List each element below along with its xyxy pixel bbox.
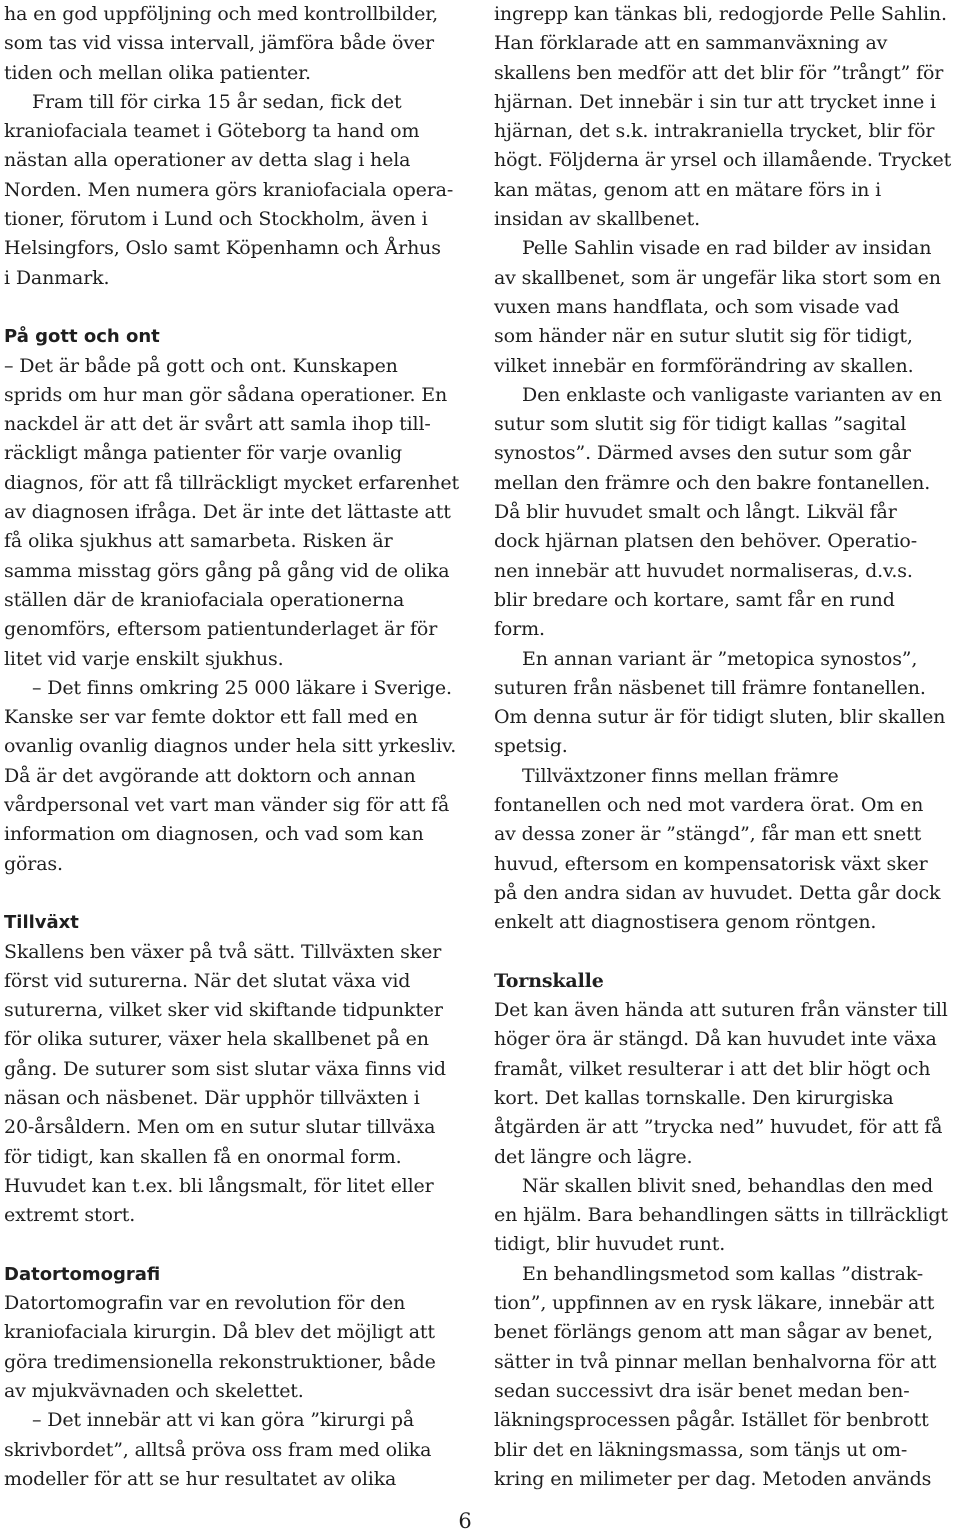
text-line: vilket innebär en formförändring av skallen. — [494, 354, 914, 377]
text-line: En annan variant är ”metopica synostos”, — [522, 647, 918, 670]
text-line: för olika suturer, växer hela skallbenet på en — [4, 1028, 429, 1051]
text-line: hjärnan, det s.k. intrakraniella trycket, blir för — [494, 120, 935, 143]
page-number: 6 — [458, 1509, 472, 1533]
text-line: nästan alla operationer av detta slag i hela — [4, 149, 411, 172]
text-line: Datortomografin var en revolution för den — [4, 1292, 406, 1315]
text-line: – Det innebär att vi kan göra ”kirurgi på — [32, 1409, 415, 1432]
text-line: genomförs, eftersom patientunderlaget är för — [4, 618, 438, 641]
text-line: benet förlängs genom att man sågar av benet, — [494, 1321, 933, 1344]
text-line: Norden. Men numera görs kraniofaciala opera- — [4, 178, 454, 201]
text-line: sutur som slutit sig för tidigt kallas ”sagital — [494, 413, 907, 436]
text-line: fontanellen och ned mot vardera örat. Om en — [494, 794, 924, 817]
section-heading: Tornskalle — [494, 969, 604, 992]
text-line: som händer när en sutur slutit sig för tidigt, — [494, 325, 913, 348]
text-line: vårdpersonal vet vart man vänder sig för att få — [4, 794, 450, 817]
section-heading: På gott och ont — [4, 326, 160, 348]
text-line: hjärnan. Det innebär i sin tur att trycket inne i — [494, 90, 936, 113]
text-line: kring en milimeter per dag. Metoden används — [494, 1467, 932, 1490]
text-line: insidan av skallbenet. — [494, 208, 701, 231]
text-line: tidigt, blir huvudet runt. — [494, 1233, 726, 1256]
spacer — [4, 879, 466, 908]
text-line: mellan den främre och den bakre fontanellen. — [494, 471, 931, 494]
text-line: Fram till för cirka 15 år sedan, fick det — [32, 90, 402, 113]
text-line: information om diagnosen, och vad som kan — [4, 823, 424, 846]
text-line: av skallbenet, som är ungefär lika stort som en — [494, 266, 941, 289]
text-line: Pelle Sahlin visade en rad bilder av insidan — [522, 237, 932, 260]
text-line: ingrepp kan tänkas bli, redogjorde Pelle Sahlin. — [494, 3, 947, 25]
text-line: dock hjärnan platsen den behöver. Operatio- — [494, 530, 917, 553]
text-line: av mjukvävnaden och skelettet. — [4, 1379, 304, 1402]
text-line: skrivbordet”, alltså pröva oss fram med olika — [4, 1438, 432, 1461]
text-line: göra tredimensionella rekonstruktioner, både — [4, 1350, 436, 1373]
text-line: spetsig. — [494, 735, 568, 758]
left-column — [4, 0, 466, 1494]
text-line: räckligt många patienter för varje ovanlig — [4, 442, 403, 465]
section-heading: Tillväxt — [4, 912, 79, 934]
text-line: kraniofaciala kirurgin. Då blev det möjligt att — [4, 1321, 435, 1344]
text-line: extremt stort. — [4, 1204, 136, 1227]
text-line: – Det är både på gott och ont. Kunskapen — [4, 354, 398, 377]
text-line: Om denna sutur är för tidigt sluten, blir skallen — [494, 706, 946, 729]
text-line: högt. Följderna är yrsel och illamående. Trycket — [494, 149, 952, 172]
text-line: Skallens ben växer på två sätt. Tillväxten sker — [4, 940, 442, 963]
text-line: kort. Det kallas tornskalle. Den kirurgiska — [494, 1086, 894, 1109]
text-line: Då blir huvudet smalt och långt. Likväl får — [494, 501, 897, 524]
text-line: form. — [494, 618, 545, 641]
right-column — [494, 0, 956, 1494]
text-line: läkningsprocessen pågår. Istället för benbrott — [494, 1409, 929, 1432]
text-line: Kanske ser var femte doktor ett fall med en — [4, 706, 418, 729]
text-line: tion”, uppfinnen av en rysk läkare, innebär att — [494, 1292, 935, 1315]
text-line: av dessa zoner är ”stängd”, får man ett snett — [494, 823, 922, 846]
text-line: en hjälm. Bara behandlingen sätts in tillräckligt — [494, 1204, 948, 1227]
text-line: När skallen blivit sned, behandlas den med — [522, 1174, 933, 1197]
text-line: kraniofaciala teamet i Göteborg ta hand om — [4, 120, 420, 143]
text-line: sprids om hur man gör sådana operationer. En — [4, 383, 448, 406]
text-line: blir bredare och kortare, samt får en rund — [494, 588, 895, 611]
text-line: ovanlig ovanlig diagnos under hela sitt yrkesliv. — [4, 735, 457, 758]
text-line: Han förklarade att en sammanväxning av — [494, 32, 888, 55]
text-line: Tillväxtzoner finns mellan främre — [522, 764, 839, 787]
text-line: litet vid varje enskilt sjukhus. — [4, 647, 284, 670]
text-line: först vid suturerna. När det slutat växa vid — [4, 969, 411, 992]
text-line: Huvudet kan t.ex. bli långsmalt, för litet eller — [4, 1174, 434, 1197]
text-line: samma misstag görs gång på gång vid de olika — [4, 559, 450, 582]
text-line: vuxen mans handflata, och som visade vad — [494, 295, 900, 318]
text-line: 20-årsåldern. Men om en sutur slutar tillväxa — [4, 1116, 436, 1139]
text-line: som tas vid vissa intervall, jämföra både över — [4, 32, 434, 55]
text-line: framåt, vilket resulterar i att det blir högt och — [494, 1057, 931, 1080]
text-line: Det kan även hända att suturen från vänster till — [494, 999, 948, 1022]
text-line: i Danmark. — [4, 266, 110, 289]
text-line: Helsingfors, Oslo samt Köpenhamn och Århus — [4, 237, 441, 260]
text-line: ha en god uppföljning och med kontrollbilder, — [4, 3, 439, 25]
text-line: på den andra sidan av huvudet. Detta går dock — [494, 881, 941, 904]
text-line: suturen från näsbenet till främre fontanellen. — [494, 676, 926, 699]
text-line: höger öra är stängd. Då kan huvudet inte växa — [494, 1028, 937, 1051]
text-line: nen innebär att huvudet normaliseras, d.v.s. — [494, 559, 913, 582]
text-line: – Det finns omkring 25 000 läkare i Sverige. — [32, 676, 452, 699]
text-line: göras. — [4, 852, 63, 875]
text-line: modeller för att se hur resultatet av olika — [4, 1467, 397, 1490]
text-line: för tidigt, kan skallen få en onormal form. — [4, 1145, 402, 1168]
text-line: suturerna, vilket sker vid skiftande tidpunkter — [4, 999, 443, 1022]
text-line: gång. De suturer som sist slutar växa finns vid — [4, 1057, 446, 1080]
text-line: enkelt att diagnostisera genom röntgen. — [494, 911, 877, 934]
text-line: blir det en läkningsmassa, som tänjs ut om- — [494, 1438, 908, 1461]
text-line: kan mätas, genom att en mätare förs in i — [494, 178, 881, 201]
text-line: sedan successivt dra isär benet medan ben- — [494, 1379, 910, 1402]
text-line: tiden och mellan olika patienter. — [4, 61, 311, 84]
text-line: nackdel är att det är svårt att samla ihop till- — [4, 413, 431, 436]
spacer — [494, 938, 956, 967]
text-line: diagnos, för att få tillräckligt mycket erfarenhet — [4, 471, 459, 494]
text-line: ställen där de kraniofaciala operationerna — [4, 588, 405, 611]
text-line: skallens ben medför att det blir för ”trångt” för — [494, 61, 944, 84]
text-line: få olika sjukhus att samarbeta. Risken är — [4, 530, 393, 553]
text-line: åtgärden är att ”trycka ned” huvudet, för att få — [494, 1116, 943, 1139]
text-line: det längre och lägre. — [494, 1145, 693, 1168]
text-line: sätter in två pinnar mellan benhalvorna för att — [494, 1350, 937, 1373]
text-line: tioner, förutom i Lund och Stockholm, även i — [4, 208, 428, 231]
text-line: Den enklaste och vanligaste varianten av en — [522, 383, 942, 406]
spacer — [4, 293, 466, 322]
text-line: En behandlingsmetod som kallas ”distrak- — [522, 1262, 924, 1285]
text-line: näsan och näsbenet. Där upphör tillväxten i — [4, 1086, 420, 1109]
text-line: av diagnosen ifråga. Det är inte det lättaste att — [4, 501, 451, 524]
text-line: huvud, eftersom en kompensatorisk växt sker — [494, 852, 928, 875]
section-heading: Datortomografi — [4, 1263, 161, 1285]
text-line: synostos”. Därmed avses den sutur som går — [494, 442, 911, 465]
text-line: Då är det avgörande att doktorn och annan — [4, 764, 416, 787]
spacer — [4, 1230, 466, 1259]
